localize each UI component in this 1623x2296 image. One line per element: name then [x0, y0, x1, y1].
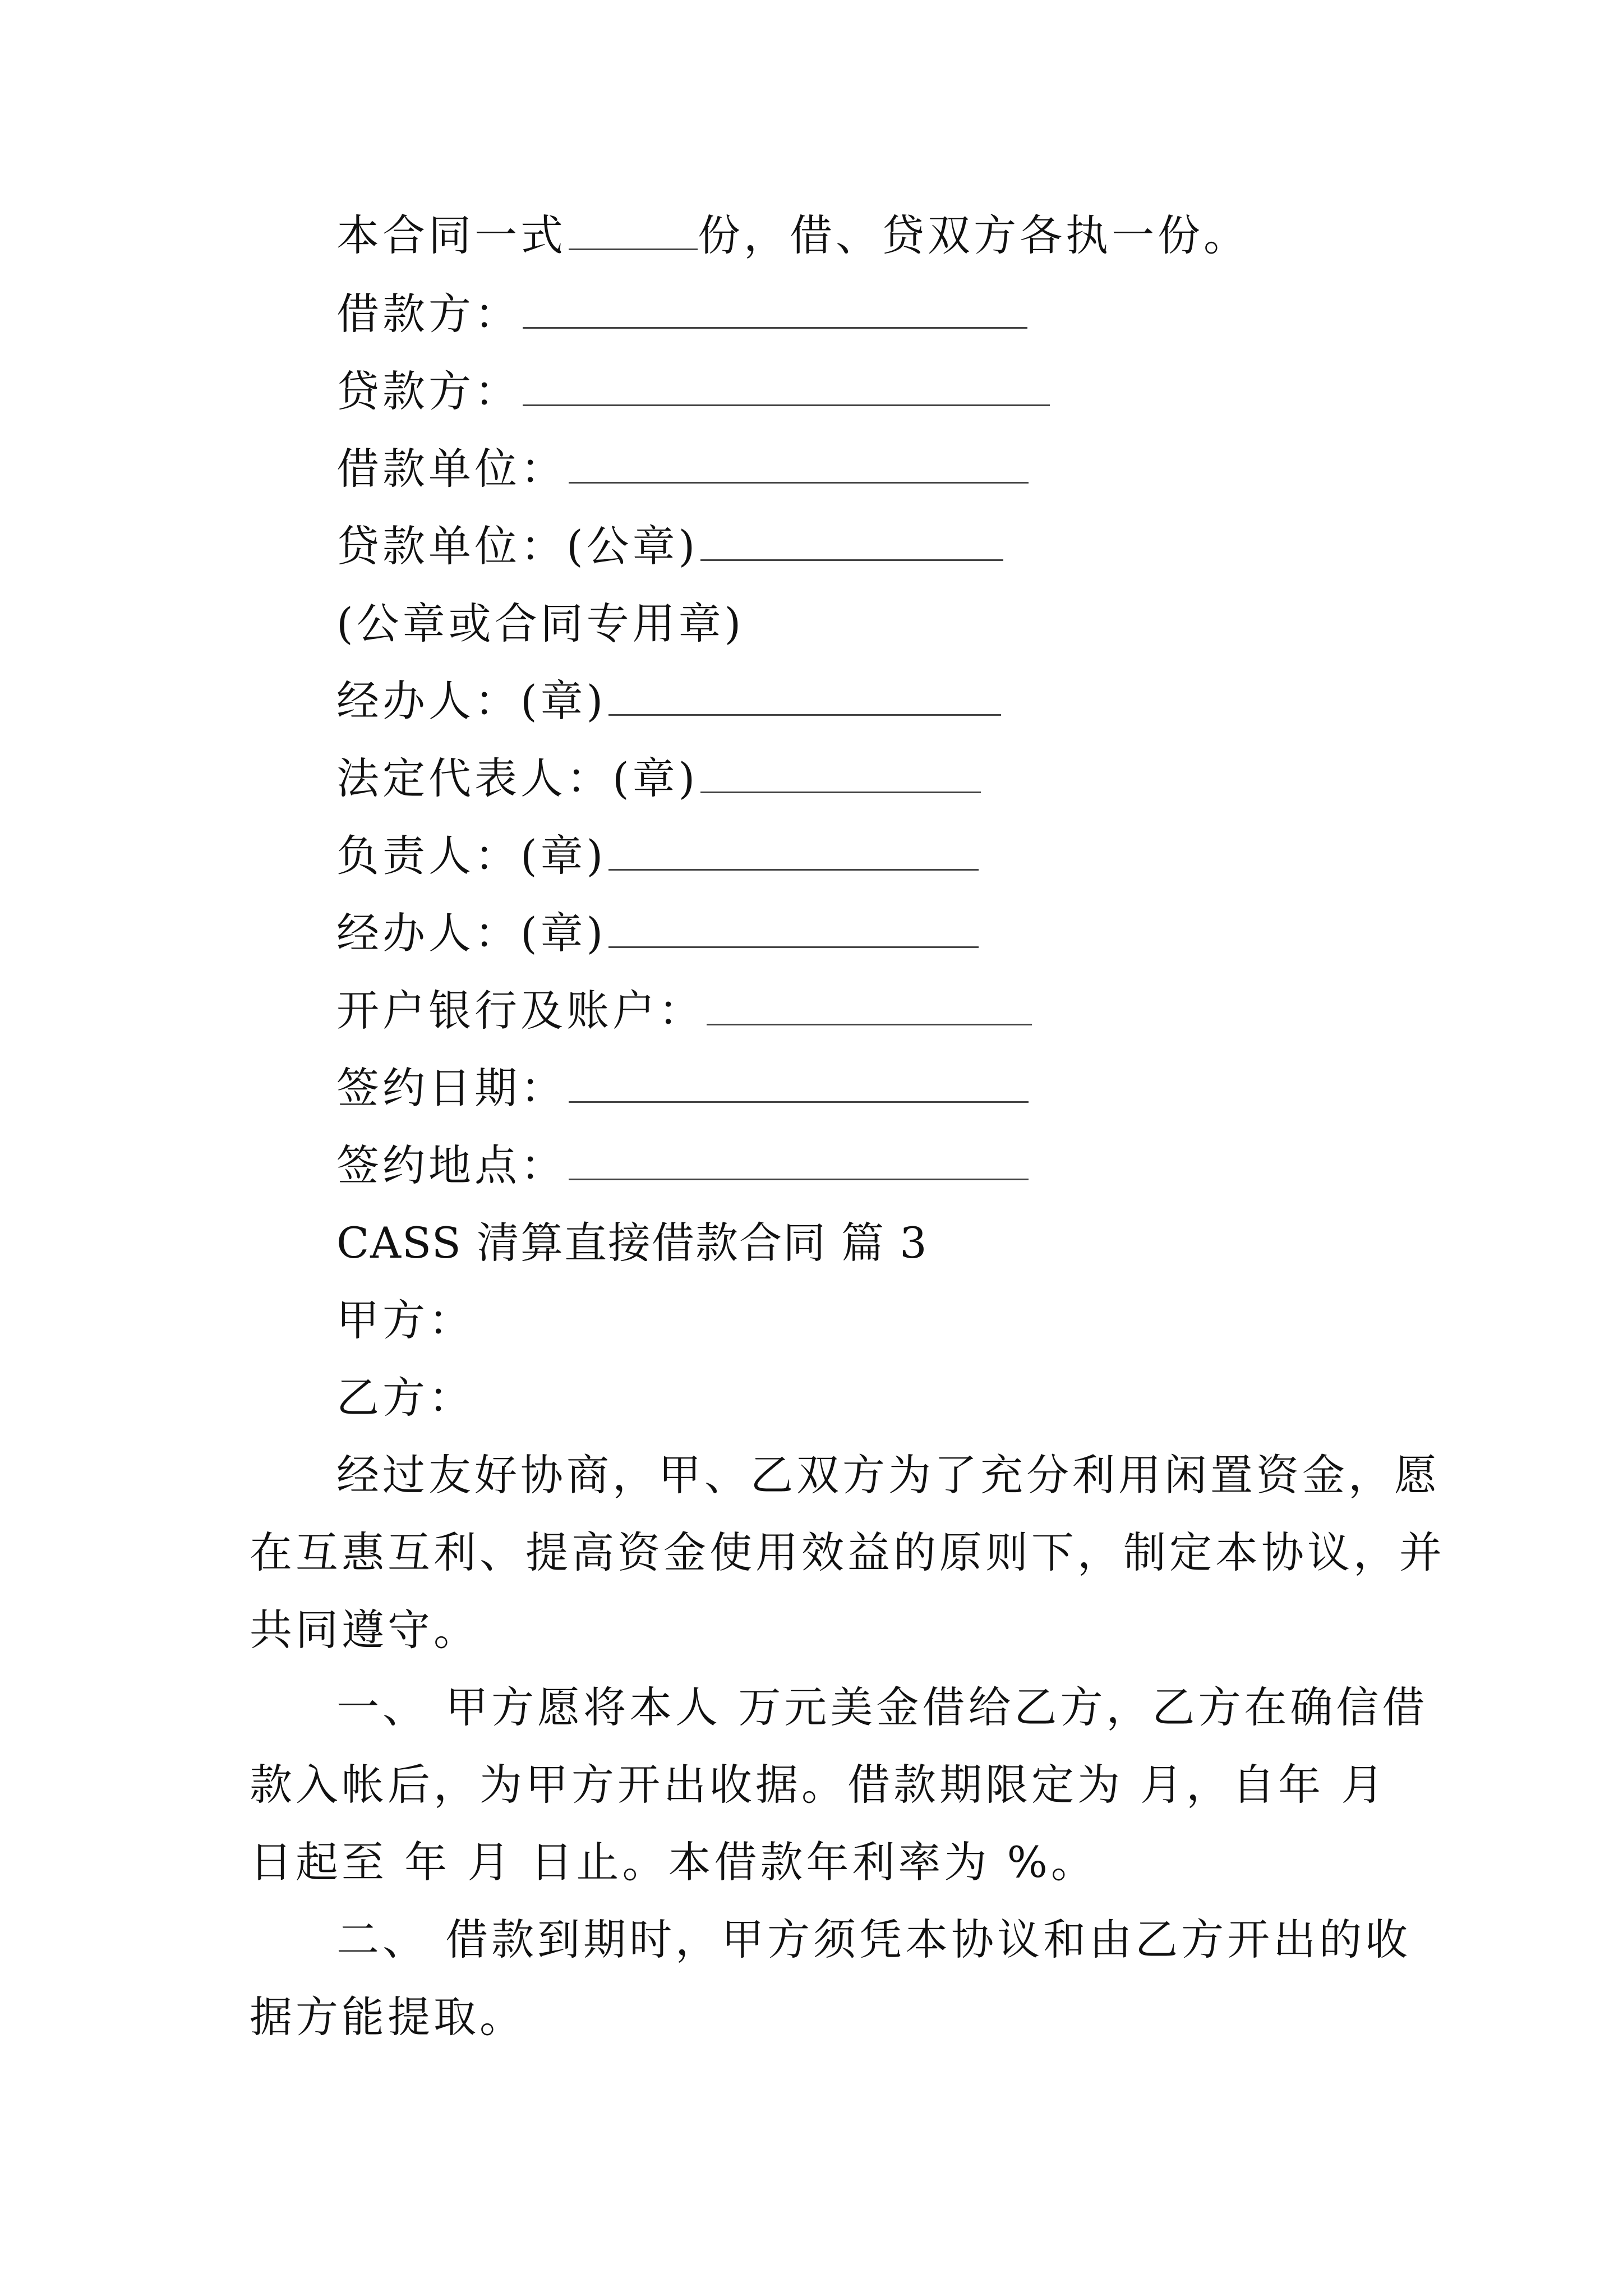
clause-2-line-2: 据方能提取。: [250, 1992, 525, 2042]
bank-account-label: 开户银行及账户：: [336, 986, 704, 1036]
sign-date-label: 签约日期：: [336, 1063, 566, 1113]
legal-rep-label: 法定代表人：(章): [336, 753, 699, 803]
borrower-line: [336, 286, 1027, 342]
borrower-unit-blank: [569, 448, 1029, 484]
sign-place-line: [336, 1138, 1029, 1194]
legal-rep-blank: [700, 758, 981, 793]
intro-paragraph-line-2: 在互惠互利、提高资金使用效益的原则下，制定本协议，并: [250, 1527, 1445, 1577]
borrower-unit-label: 借款单位：: [336, 444, 566, 494]
lender-blank: [523, 371, 1050, 406]
handler-2-label: 经办人：(章): [336, 908, 607, 958]
bank-account-line: [336, 983, 1032, 1039]
handler-1-line: [336, 673, 1001, 729]
borrower-label: 借款方：: [336, 289, 520, 339]
sign-date-blank: [569, 1068, 1029, 1103]
seal-note-line: [336, 596, 744, 652]
handler-1-blank: [608, 680, 1001, 716]
borrower-unit-line: [336, 441, 1029, 497]
party-b-label: 乙方：: [336, 1373, 474, 1423]
copies-line: [336, 208, 1249, 264]
handler-2-blank: [608, 913, 979, 948]
sign-place-blank: [569, 1145, 1029, 1180]
person-in-charge-line: [336, 828, 979, 884]
clause-1-line-1: 一、 甲方愿将本人 万元美金借给乙方，乙方在确信借: [336, 1682, 1428, 1732]
lender-label: 贷款方：: [336, 366, 520, 416]
bank-account-blank: [707, 990, 1032, 1025]
sign-place-label: 签约地点：: [336, 1140, 566, 1190]
handler-2-line: [336, 905, 979, 961]
intro-paragraph-line-3: 共同遵守。: [250, 1605, 479, 1655]
copies-blank: [569, 215, 698, 250]
intro-paragraph-line-1: 经过友好协商，甲、乙双方为了充分利用闲置资金，愿: [336, 1450, 1440, 1500]
copies-text-before: 本合同一式: [336, 210, 566, 260]
person-in-charge-label: 负责人：(章): [336, 831, 607, 881]
person-in-charge-blank: [608, 835, 979, 871]
lender-unit-line: [336, 518, 1003, 574]
lender-unit-blank: [700, 526, 1003, 561]
seal-note-text: (公章或合同专用章): [336, 599, 745, 648]
legal-rep-line: [336, 751, 981, 807]
lender-line: [336, 364, 1050, 420]
copies-text-after: 份，借、贷双方各执一份。: [698, 210, 1249, 260]
section-title: CASS 清算直接借款合同 篇 3: [336, 1218, 928, 1268]
borrower-blank: [523, 293, 1027, 329]
clause-1-line-2: 款入帐后，为甲方开出收据。借款期限定为 月，自年 月: [250, 1760, 1387, 1810]
clause-1-line-3: 日起至 年 月 日止。本借款年利率为 %。: [250, 1837, 1097, 1887]
handler-1-label: 经办人：(章): [336, 676, 607, 726]
lender-unit-label: 贷款单位：(公章): [336, 521, 699, 571]
clause-2-line-1: 二、 借款到期时，甲方须凭本协议和由乙方开出的收: [336, 1915, 1412, 1964]
party-a-label: 甲方：: [336, 1295, 474, 1345]
sign-date-line: [336, 1060, 1029, 1116]
